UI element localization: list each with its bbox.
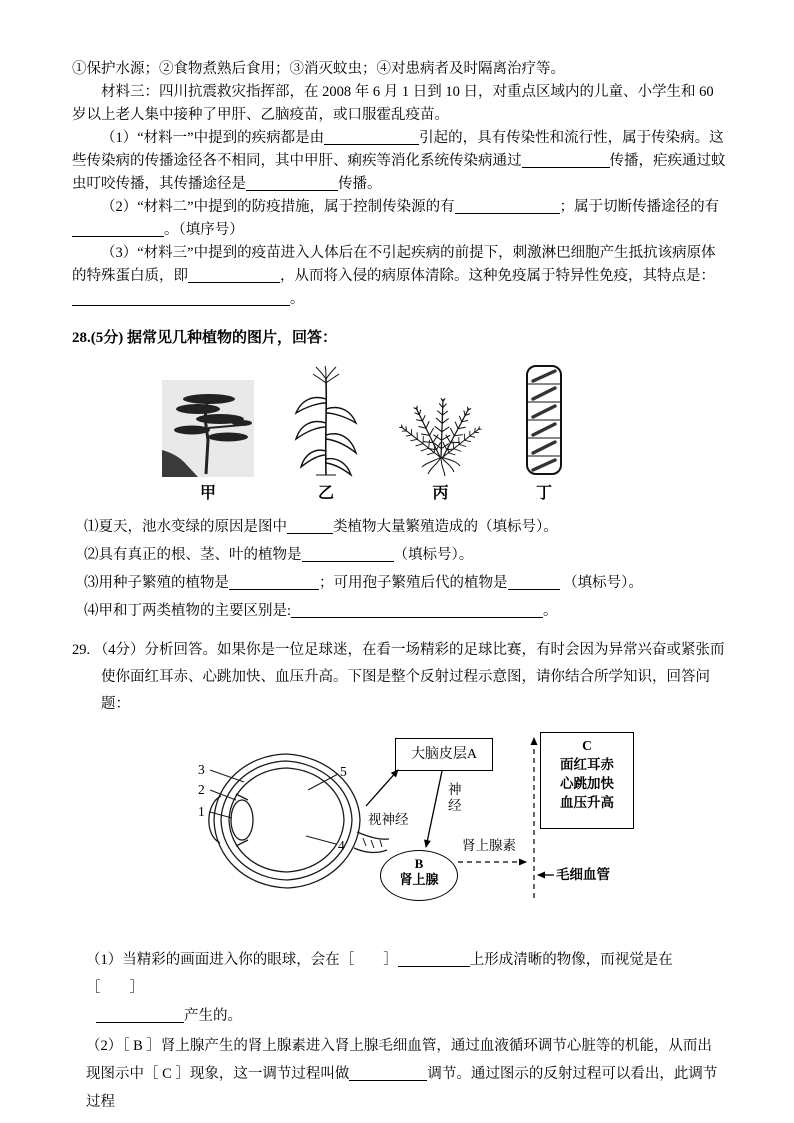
eye-part-label-4: 4 <box>338 838 345 853</box>
q29-sub2-text2: 调节。通过图示的反射过程可以看出，此调节过程 <box>86 1066 718 1110</box>
answer-blank <box>72 221 164 237</box>
q27-sub2-text1: （2）“材料二”中提到的防疫措施，属于控制传染源的有 <box>101 199 455 215</box>
capillary-label: 毛细血管 <box>556 867 610 882</box>
nerve-label: 神经 <box>448 782 462 813</box>
q27-sub3-text1: （3）“材料三”中提到的疫苗进入人体后在不引起疾病的前提下，刺激淋巴细胞产生抵抗该病原体的特殊蛋白质，即 <box>72 245 716 284</box>
eye-layer-label-3: 3 <box>198 762 205 777</box>
plant-figure-jia <box>162 380 254 503</box>
answer-blank <box>188 267 280 283</box>
q28-sub2-text2: （填标号）。 <box>393 547 474 563</box>
answer-blank <box>96 1007 184 1023</box>
adrenal-letter-b: B <box>414 856 424 871</box>
q29-sub1-text2: 上形成清晰的物像，而视觉是在［ ］ <box>86 952 673 996</box>
q28-sub3-text2: ；可用孢子繁殖后代的植物是 <box>319 575 508 591</box>
answer-blank <box>522 152 610 168</box>
answer-blank <box>455 198 560 214</box>
plant-figure-yi <box>292 365 360 503</box>
plant-label-bing: 丙 <box>432 485 449 502</box>
q27-sub1-text2: 引起的，具有传染性和流行性，属于传染病。这些传染病的传播途径各不相同，其中甲肝、痢疾等消化系统传染病通过 <box>72 130 724 169</box>
q27-sub1-text1: （1）“材料一”中提到的疾病都是由 <box>101 130 325 146</box>
answer-blank <box>349 1065 427 1081</box>
plant-figure-ding <box>521 362 567 503</box>
q28-sub4 <box>84 597 726 625</box>
eye-layer-label-2: 2 <box>198 782 205 797</box>
effect-line-3: 血压升高 <box>560 795 614 810</box>
answer-blank <box>291 602 543 618</box>
q29-sub1-text3: 产生的。 <box>184 1008 242 1024</box>
q29-sub1 <box>86 946 726 1030</box>
adrenal-gland-label: 肾上腺 <box>399 872 439 887</box>
q29-sub1-text1: （1）当精彩的画面进入你的眼球，会在［ ］ <box>86 952 398 968</box>
q28-sub1-text2: 类植物大量繁殖造成的（填标号）。 <box>333 519 558 535</box>
cerebral-cortex-box <box>395 738 493 771</box>
corn-plant-image <box>292 365 360 477</box>
q27-sub2-text2: ；属于切断传播途径的有 <box>559 199 720 215</box>
q28-sub2 <box>84 541 726 569</box>
effect-letter-c: C <box>582 738 592 753</box>
q27-sub1-text4: 传播。 <box>338 176 382 192</box>
plant-figures <box>162 362 726 503</box>
effect-line-1: 面红耳赤 <box>560 757 614 772</box>
q27-material3: 材料三：四川抗震救灾指挥部，在 2008 年 6 月 1 日到 10 日，对重点区域内的儿童、小学生和 60 岁以上老人集中接种了甲肝、乙脑疫苗，或口服霍乱疫苗。 <box>72 84 714 123</box>
answer-blank <box>72 290 290 306</box>
reflex-arc-diagram <box>190 726 670 928</box>
q27-sub3-text2: ，从而将入侵的病原体清除。这种免疫属于特异性免疫，其特点是： <box>280 268 715 284</box>
q29-sub2-text1: （2）［ B ］肾上腺产生的肾上腺素进入肾上腺毛细血管，通过血液循环调节心脏等的机能，从而出现图示中［ C ］现象，这一调节过程叫做 <box>86 1038 712 1082</box>
q27-sub3 <box>72 242 726 311</box>
q28-sub3-text1: ⑶用种子繁殖的植物是 <box>84 575 229 591</box>
fern-image <box>398 377 483 477</box>
cerebral-cortex-label: 大脑皮层A <box>410 746 478 762</box>
eye-layer-label-1: 1 <box>198 804 205 819</box>
effect-box <box>540 732 634 829</box>
answer-blank <box>302 546 394 562</box>
q29-subquestions <box>86 946 726 1116</box>
adrenal-gland-ellipse <box>380 850 458 901</box>
plant-label-yi: 乙 <box>317 485 334 502</box>
q27-sub1-text3: 传播，疟疾通过蚊虫叮咬传播，其传播途径是 <box>72 153 726 192</box>
q28-sub1 <box>84 513 726 541</box>
plant-label-jia: 甲 <box>199 485 216 502</box>
answer-blank <box>324 129 419 145</box>
pine-tree-image <box>162 380 254 477</box>
q28-sub2-text1: ⑵具有真正的根、茎、叶的植物是 <box>84 547 302 563</box>
q28-sub4-text2: 。 <box>543 603 558 619</box>
q28-sub1-text1: ⑴夏天，池水变绿的原因是图中 <box>84 519 287 535</box>
answer-blank <box>287 518 333 534</box>
q27-sub2 <box>72 196 726 242</box>
effect-line-2: 心跳加快 <box>560 776 614 791</box>
answer-blank <box>229 574 319 590</box>
q27-sub3-text3: 。 <box>290 291 305 307</box>
answer-blank <box>508 574 560 590</box>
eye-part-label-5: 5 <box>340 764 347 779</box>
q29-sub2 <box>86 1032 726 1116</box>
spirogyra-algae-image <box>521 362 567 477</box>
q29-intro: 29. （4分）分析回答。如果你是一位足球迷，在看一场精彩的足球比赛，有时会因为异常兴奋或紧张而使你面红耳赤、心跳加快、血压升高。下图是整个反射过程示意图，请你结合所学知识，回答问题： <box>72 642 725 712</box>
q27-sub1 <box>72 127 726 196</box>
q28-sub4-text1: ⑷甲和丁两类植物的主要区别是: <box>84 603 292 619</box>
q27-prevention-measures: ①保护水源；②食物煮熟后食用；③消灭蚊虫；④对患病者及时隔离治疗等。 <box>72 61 565 77</box>
plant-label-ding: 丁 <box>535 485 552 502</box>
q27-sub2-text3: 。（填序号） <box>164 222 244 238</box>
adrenaline-label: 肾上腺素 <box>462 838 516 853</box>
q28-sub3-text3: （填标号）。 <box>559 575 643 591</box>
optic-nerve-label: 视神经 <box>368 812 409 827</box>
q28-subquestions <box>84 513 726 625</box>
answer-blank <box>398 951 470 967</box>
q28-heading: 28.(5分) 据常见几种植物的图片，回答： <box>72 330 337 346</box>
answer-blank <box>246 175 338 191</box>
q28-sub3 <box>84 569 726 597</box>
plant-figure-bing <box>398 377 483 503</box>
